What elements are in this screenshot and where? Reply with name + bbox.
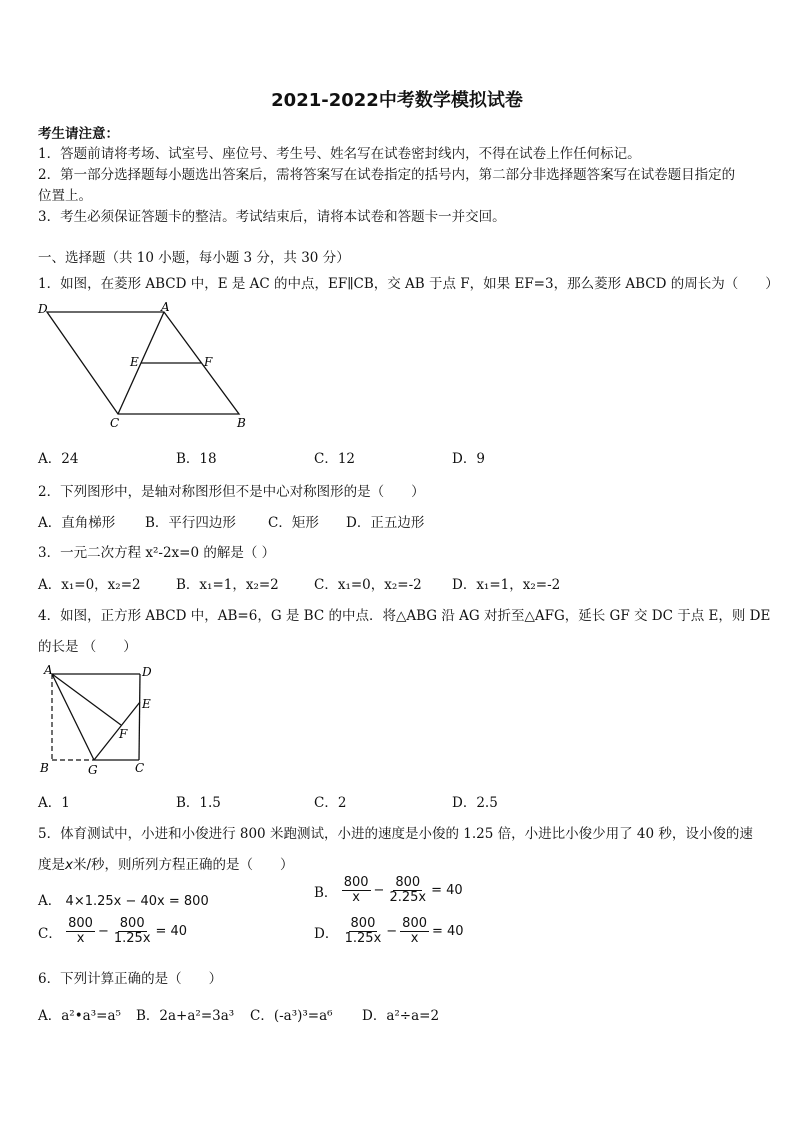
denominator: x xyxy=(352,890,360,906)
fraction xyxy=(387,876,428,906)
numerator: 800 xyxy=(68,916,93,931)
label-d: D xyxy=(142,665,152,679)
q3-option-d[interactable]: D．x₁=1，x₂=-2 xyxy=(452,577,561,593)
label-e: E xyxy=(142,697,151,711)
q5-option-b[interactable] xyxy=(314,876,463,906)
q5-stem-line2 xyxy=(38,853,294,873)
notice-heading: 考生请注意： xyxy=(38,126,119,142)
q5-option-d-expr xyxy=(343,917,464,947)
denominator: 2.25x xyxy=(389,890,427,906)
q5-option-d[interactable] xyxy=(314,917,464,947)
q2-stem: 2．下列图形中，是轴对称图形但不是中心对称图形的是（ ） xyxy=(38,484,425,500)
q1-option-a[interactable]: A．24 xyxy=(38,451,79,467)
q5-option-a-label: A． xyxy=(38,893,62,909)
numerator: 800 xyxy=(343,875,369,890)
label-g: G xyxy=(88,763,98,777)
segment-af xyxy=(52,674,121,725)
q6-stem: 6．下列计算正确的是（ ） xyxy=(38,971,223,987)
q3-option-a[interactable]: A．x₁=0，x₂=2 xyxy=(38,577,141,593)
q6-option-d[interactable]: D．a²÷a=2 xyxy=(362,1008,440,1024)
notice-item-2-cont: 位置上。 xyxy=(38,188,92,204)
label-f: F xyxy=(119,727,128,741)
q4-stem-line2: 的长是 （ ） xyxy=(38,639,137,655)
q6-option-b[interactable]: B．2a+a²=3a³ xyxy=(136,1008,235,1024)
q4-stem-line1: 4．如图，正方形 ABCD 中，AB=6，G 是 BC 的中点．将△ABG 沿 AG 对折至△AFG，延长 GF 交 DC 于点 E，则 DE xyxy=(38,608,771,624)
label-b: B xyxy=(237,416,246,430)
q3-option-c[interactable]: C．x₁=0，x₂=-2 xyxy=(314,577,422,593)
q1-option-c[interactable]: C．12 xyxy=(314,451,356,467)
q5-option-a[interactable] xyxy=(38,889,209,909)
q4-option-a[interactable]: A．1 xyxy=(38,795,70,811)
numerator: 800 xyxy=(395,875,421,890)
right-hand-side: = 40 xyxy=(431,883,463,899)
q2-option-b[interactable]: B．平行四边形 xyxy=(145,515,236,531)
minus-sign: − xyxy=(97,924,109,940)
q5-option-b-label: B． xyxy=(314,884,338,901)
q3-stem: 3．一元二次方程 x²-2x=0 的解是（ ） xyxy=(38,545,276,561)
segment-ag xyxy=(52,674,94,760)
numerator: 800 xyxy=(402,916,427,931)
q5-option-c[interactable] xyxy=(38,917,187,947)
label-b: B xyxy=(40,761,49,775)
numerator: 800 xyxy=(350,916,376,931)
q5-stem-post: 米/秒，则所列方程正确的是（ ） xyxy=(73,857,294,873)
q5-stem-line1: 5．体育测试中，小进和小俊进行 800 米跑测试，小进的速度是小俊的 1.25 倍，小进比小俊少用了 40 秒，设小俊的速 xyxy=(38,826,753,842)
fraction xyxy=(112,917,153,947)
minus-sign: − xyxy=(373,883,385,899)
label-e: E xyxy=(130,355,139,369)
notice-item-1: 1．答题前请将考场、试室号、座位号、考生号、姓名写在试卷密封线内，不得在试卷上作任何标记。 xyxy=(38,146,641,162)
q1-stem: 1．如图，在菱形 ABCD 中，E 是 AC 的中点，EF∥CB，交 AB 于点 F，如果 EF=3，那么菱形 ABCD 的周长为（ ） xyxy=(38,276,779,292)
label-a: A xyxy=(44,663,53,677)
q5-option-c-expr xyxy=(66,917,187,947)
q4-option-d[interactable]: D．2.5 xyxy=(452,795,498,811)
q5-option-d-label: D． xyxy=(314,925,339,942)
section-heading: 一、选择题（共 10 小题，每小题 3 分，共 30 分） xyxy=(38,250,350,266)
q6-option-c[interactable]: C．(-a³)³=a⁶ xyxy=(250,1008,333,1024)
right-hand-side: = 40 xyxy=(432,924,464,940)
q2-option-d[interactable]: D．正五边形 xyxy=(346,515,425,531)
denominator: 1.25x xyxy=(344,931,382,947)
notice-item-2: 2．第一部分选择题每小题选出答案后，需将答案写在试卷指定的括号内，第二部分非选择题答案写在试卷题目指定的 xyxy=(38,167,736,183)
fraction xyxy=(400,917,429,947)
q4-square-figure xyxy=(36,662,160,780)
q2-option-a[interactable]: A．直角梯形 xyxy=(38,515,116,531)
q1-option-b[interactable]: B．18 xyxy=(176,451,217,467)
label-d: D xyxy=(38,302,48,316)
q5-option-c-label: C． xyxy=(38,925,62,942)
side-dc xyxy=(139,674,140,760)
label-c: C xyxy=(110,416,120,430)
denominator: x xyxy=(410,931,419,947)
q6-option-a[interactable]: A．a²•a³=a⁵ xyxy=(38,1008,121,1024)
label-a: A xyxy=(161,300,170,314)
q5-option-a-expr: 4×1.25x − 40x = 800 xyxy=(65,894,209,909)
denominator: 1.25x xyxy=(113,931,151,947)
label-c: C xyxy=(135,761,145,775)
label-f: F xyxy=(204,355,213,369)
q5-variable-x: x xyxy=(65,857,73,873)
minus-sign: − xyxy=(386,924,398,940)
q4-option-c[interactable]: C．2 xyxy=(314,795,347,811)
fraction xyxy=(66,917,95,947)
q3-option-b[interactable]: B．x₁=1，x₂=2 xyxy=(176,577,279,593)
fraction xyxy=(342,876,371,906)
q4-option-b[interactable]: B．1.5 xyxy=(176,795,221,811)
q5-stem-pre: 度是 xyxy=(38,857,65,873)
numerator: 800 xyxy=(119,916,145,931)
q5-option-b-expr xyxy=(342,876,463,906)
page-title: 2021-2022中考数学模拟试卷 xyxy=(271,90,523,111)
q2-option-c[interactable]: C．矩形 xyxy=(268,515,319,531)
notice-item-3: 3．考生必须保证答题卡的整洁。考试结束后，请将本试卷和答题卡一并交回。 xyxy=(38,209,506,225)
q1-rhombus-figure xyxy=(34,300,254,432)
denominator: x xyxy=(76,931,85,947)
q1-option-d[interactable]: D．9 xyxy=(452,451,485,467)
right-hand-side: = 40 xyxy=(155,924,188,940)
fraction xyxy=(343,917,384,947)
